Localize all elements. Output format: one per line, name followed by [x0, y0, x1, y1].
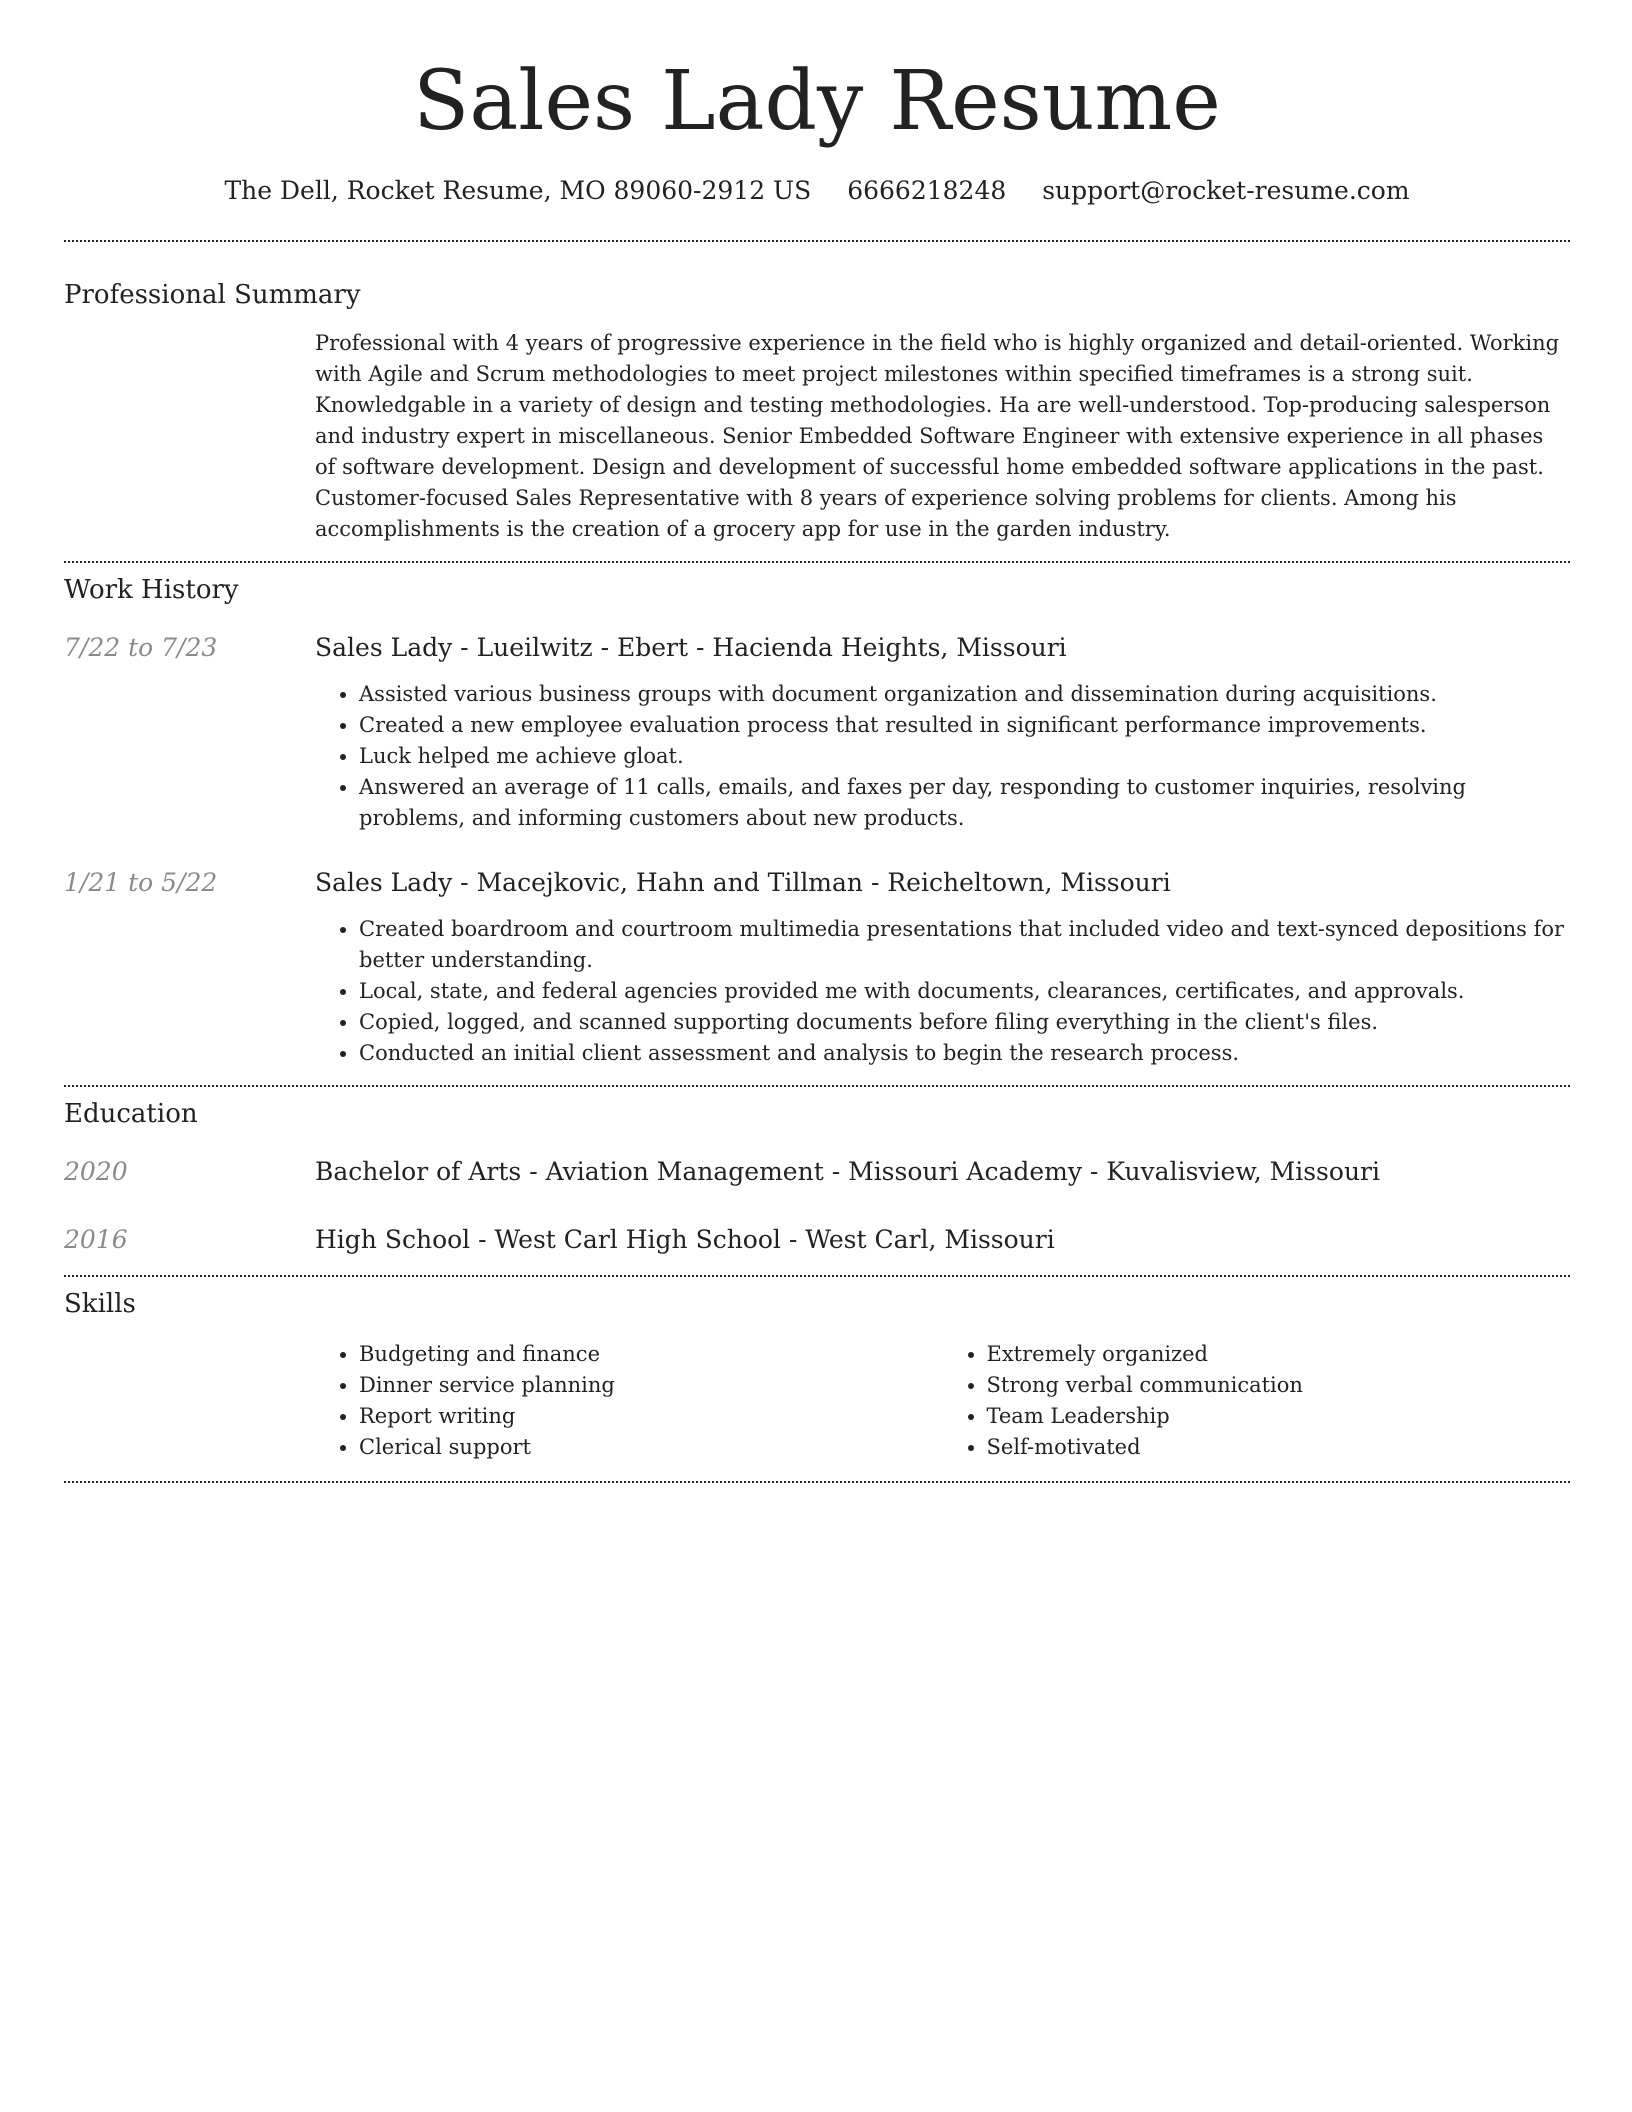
job-heading: Sales Lady - Macejkovic, Hahn and Tillman - Reicheltown, Missouri: [315, 868, 1171, 897]
list-item: • Copied, logged, and scanned supporting documents before filing everything in the client's files.: [359, 1007, 1570, 1038]
skills-grid: [315, 1339, 1570, 1463]
skill-item: • Team Leadership: [987, 1401, 1571, 1432]
skill-item: • Budgeting and finance: [359, 1339, 943, 1370]
skill-item: • Report writing: [359, 1401, 943, 1432]
job-dates: 7/22 to 7/23: [64, 633, 218, 662]
section-title-summary: Professional Summary: [64, 280, 361, 310]
resume-page: [64, 0, 1570, 1483]
list-item: • Created boardroom and courtroom multimedia presentations that included video and text-synced depositions for better understanding.: [359, 914, 1570, 976]
job-bullets: [315, 914, 1570, 1069]
list-item: • Answered an average of 11 calls, emails, and faxes per day, responding to customer inquiries, resolving problems, and informing customers about new products.: [359, 772, 1570, 834]
job-entry: [64, 631, 1570, 834]
skill-item: • Clerical support: [359, 1432, 943, 1463]
education-section: [64, 1087, 1570, 1257]
list-item: • Created a new employee evaluation process that resulted in significant performance improvements.: [359, 710, 1570, 741]
skill-item: • Self-motivated: [987, 1432, 1571, 1463]
skills-section: [64, 1277, 1570, 1463]
education-entry: [64, 1223, 1570, 1257]
list-item: • Conducted an initial client assessment and analysis to begin the research process.: [359, 1038, 1570, 1069]
job-heading: Sales Lady - Lueilwitz - Ebert - Hacienda Heights, Missouri: [315, 633, 1067, 662]
resume-header: [64, 0, 1570, 208]
work-section: [64, 563, 1570, 1069]
summary-section: [64, 242, 1570, 545]
resume-title: Sales Lady Resume: [413, 54, 1221, 149]
section-title-work: Work History: [64, 575, 239, 605]
education-heading: High School - West Carl High School - West Carl, Missouri: [315, 1225, 1055, 1254]
section-title-education: Education: [64, 1099, 198, 1129]
skill-item: • Extremely organized: [987, 1339, 1571, 1370]
skill-item: • Strong verbal communication: [987, 1370, 1571, 1401]
skill-item: • Dinner service planning: [359, 1370, 943, 1401]
education-heading: Bachelor of Arts - Aviation Management - Missouri Academy - Kuvalisview, Missouri: [315, 1157, 1380, 1186]
skills-list-right: [943, 1339, 1571, 1463]
skills-list-left: [315, 1339, 943, 1463]
contact-email: support@rocket-resume.com: [1042, 176, 1410, 205]
education-entry: [64, 1155, 1570, 1189]
job-dates: 1/21 to 5/22: [64, 868, 218, 897]
contact-address: The Dell, Rocket Resume, MO 89060-2912 US: [224, 176, 812, 205]
list-item: • Local, state, and federal agencies provided me with documents, clearances, certificates, and approvals.: [359, 976, 1570, 1007]
section-title-skills: Skills: [64, 1289, 136, 1319]
summary-text: Professional with 4 years of progressive experience in the field who is highly organized and detail-oriented. Working with Agile and Scrum methodologies to meet project milestones within specified timeframes is a strong suit. Knowledgable in a variety of design and testing methodologies. Ha are well-understood. Top-producing salesperson and industry expert in miscellaneous. Senior Embedded Software Engineer with extensive experience in all phases of software development. Design and development of successful home embedded software applications in the past. Customer-focused Sales Representative with 8 years of experience solving problems for clients. Among his accomplishments is the creation of a grocery app for use in the garden industry.: [315, 331, 1560, 541]
contact-phone: 6666218248: [847, 176, 1007, 205]
education-year: 2020: [64, 1157, 128, 1186]
job-bullets: [315, 679, 1570, 834]
summary-spacer: [64, 328, 315, 545]
list-item: • Luck helped me achieve gloat.: [359, 741, 1570, 772]
education-year: 2016: [64, 1225, 128, 1254]
contact-line: [64, 174, 1570, 208]
skills-spacer: [64, 1339, 315, 1463]
job-entry: [64, 866, 1570, 1069]
list-item: • Assisted various business groups with document organization and dissemination during acquisitions.: [359, 679, 1570, 710]
divider: [64, 1481, 1570, 1483]
